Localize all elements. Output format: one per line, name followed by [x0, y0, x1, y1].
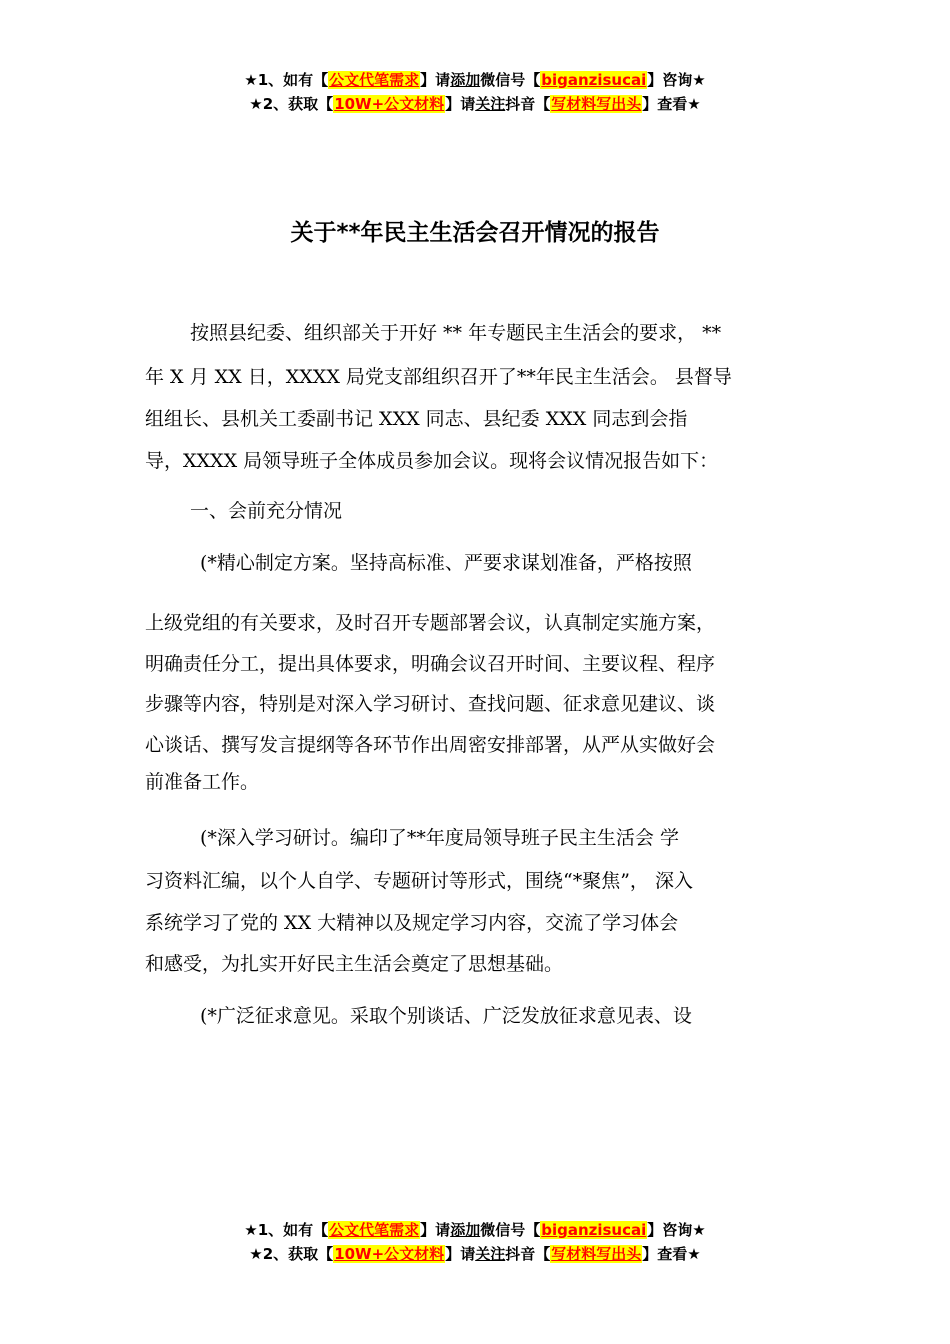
banner-underlined: 关注 [475, 1245, 506, 1263]
body-line: (*精心制定方案。坚持高标准、严要求谋划准备，严格按照 [200, 552, 692, 574]
highlight-service: 公文代笔需求 [329, 1221, 420, 1239]
highlight-douyin-id: 写材料写出头 [551, 95, 642, 113]
banner-line-1 [0, 68, 950, 92]
body-line: (*广泛征求意见。采取个别谈话、广泛发放征求意见表、设 [200, 1005, 692, 1027]
banner-text: 微信号【 [480, 1221, 541, 1239]
highlight-materials: 10W+公文材料 [334, 95, 445, 113]
body-line: 心谈话、撰写发言提纲等各环节作出周密安排部署，从严从实做好会 [145, 734, 716, 756]
body-line: 组组长、县机关工委副书记 XXX 同志、县纪委 XXX 同志到会指 [145, 408, 688, 430]
body-line: (*深入学习研讨。编印了**年度局领导班子民主生活会 学 [200, 827, 679, 849]
body-line: 系统学习了党的 XX 大精神以及规定学习内容，交流了学习体会 [145, 912, 679, 934]
highlight-service: 公文代笔需求 [329, 71, 420, 89]
highlight-wechat-id: biganzisucai [541, 71, 647, 89]
banner-text: 抖音【 [505, 1245, 551, 1263]
document-title: 关于**年民主生活会召开情况的报告 [290, 220, 660, 246]
body-line: 按照县纪委、组织部关于开好 ** 年专题民主生活会的要求， ** [190, 322, 722, 344]
banner-line-2 [0, 92, 950, 116]
footer-banner [0, 1218, 950, 1266]
banner-text: 】查看★ [642, 95, 701, 113]
highlight-materials: 10W+公文材料 [334, 1245, 445, 1263]
highlight-wechat-id: biganzisucai [541, 1221, 647, 1239]
banner-text: 抖音【 [505, 95, 551, 113]
banner-text: ★1、如有【 [244, 71, 329, 89]
banner-text: ★2、获取【 [249, 1245, 334, 1263]
banner-line-2 [0, 1242, 950, 1266]
body-line: 年 X 月 XX 日，XXXX 局党支部组织召开了**年民主生活会。 县督导 [145, 366, 732, 388]
banner-text: 】请 [420, 1221, 451, 1239]
body-line: 步骤等内容，特别是对深入学习研讨、查找问题、征求意见建议、谈 [145, 693, 716, 715]
body-line: 习资料汇编，以个人自学、专题研讨等形式，围绕“*聚焦”， 深入 [145, 870, 693, 892]
banner-text: ★2、获取【 [249, 95, 334, 113]
banner-text: 】咨询★ [647, 1221, 706, 1239]
highlight-douyin-id: 写材料写出头 [551, 1245, 642, 1263]
banner-underlined: 添加 [450, 71, 481, 89]
header-banner [0, 68, 950, 116]
body-line: 前准备工作。 [145, 771, 260, 793]
banner-text: 】查看★ [642, 1245, 701, 1263]
banner-underlined: 关注 [475, 95, 506, 113]
banner-underlined: 添加 [450, 1221, 481, 1239]
banner-text: 】咨询★ [647, 71, 706, 89]
body-line: 上级党组的有关要求，及时召开专题部署会议，认真制定实施方案， [145, 612, 716, 634]
banner-text: ★1、如有【 [244, 1221, 329, 1239]
body-line: 明确责任分工，提出具体要求，明确会议召开时间、主要议程、程序 [145, 653, 716, 675]
banner-text: 】请 [420, 71, 451, 89]
section-heading: 一、会前充分情况 [190, 500, 343, 522]
banner-text: 微信号【 [480, 71, 541, 89]
banner-text: 】请 [445, 1245, 476, 1263]
banner-line-1 [0, 1218, 950, 1242]
body-line: 导，XXXX 局领导班子全体成员参加会议。现将会议情况报告如下： [145, 450, 719, 472]
body-line: 和感受，为扎实开好民主生活会奠定了思想基础。 [145, 953, 564, 975]
banner-text: 】请 [445, 95, 476, 113]
